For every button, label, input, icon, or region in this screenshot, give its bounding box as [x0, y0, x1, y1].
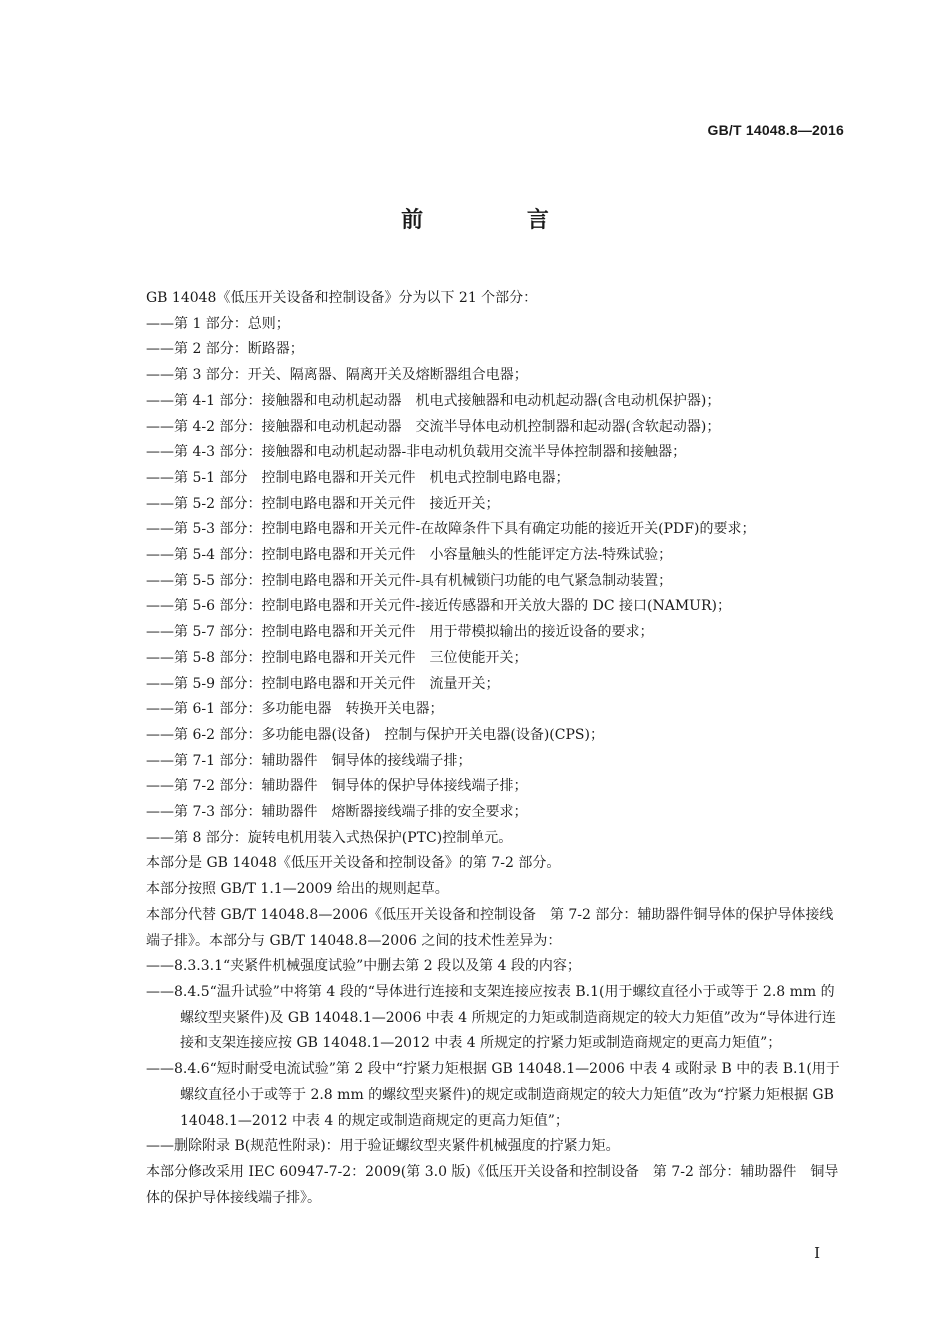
- replacement-paragraph: 本部分代替 GB/T 14048.8—2006《低压开关设备和控制设备 第 7-2 部分：辅助器件铜导体的保护导体接线端子排》。本部分与 GB/T 14048.8—2006 之间的技术性差异为：: [146, 906, 834, 949]
- list-item: ——第 7-1 部分：辅助器件 铜导体的接线端子排；: [146, 752, 472, 769]
- page-title: 前 言: [401, 208, 597, 233]
- list-item: ——第 4-2 部分：接触器和电动机起动器 交流半导体电动机控制器和起动器(含软起动器)；: [146, 418, 721, 435]
- intro-paragraph: GB 14048《低压开关设备和控制设备》分为以下 21 个部分：: [146, 290, 538, 306]
- list-item: ——第 4-1 部分：接触器和电动机起动器 机电式接触器和电动机起动器(含电动机保护器)；: [146, 392, 721, 409]
- list-item: ——第 3 部分：开关、隔离器、隔离开关及熔断器组合电器；: [146, 367, 528, 384]
- standard-code: GB/T 14048.8—2016: [707, 122, 844, 138]
- parts-list: [146, 312, 846, 852]
- drafting-paragraph: 本部分按照 GB/T 1.1—2009 给出的规则起草。: [146, 881, 449, 898]
- page-number: I: [814, 1244, 820, 1262]
- list-item: ——第 5-4 部分：控制电路电器和开关元件 小容量触头的性能评定方法-特殊试验；: [146, 547, 673, 564]
- list-item: ——第 5-7 部分：控制电路电器和开关元件 用于带模拟输出的接近设备的要求；: [146, 624, 654, 641]
- list-item: ——第 6-2 部分：多功能电器(设备) 控制与保护开关电器(设备)(CPS)；: [146, 726, 604, 743]
- list-item: ——第 6-1 部分：多功能电器 转换开关电器；: [146, 701, 444, 718]
- this-part-paragraph: 本部分是 GB 14048《低压开关设备和控制设备》的第 7-2 部分。: [146, 855, 561, 872]
- list-item: ——第 5-5 部分：控制电路电器和开关元件-具有机械锁闩功能的电气紧急制动装置；: [146, 572, 673, 589]
- list-item: ——8.3.3.1“夹紧件机械强度试验”中删去第 2 段以及第 4 段的内容；: [146, 958, 581, 975]
- changes-list: [146, 954, 846, 1160]
- list-item: ——第 5-6 部分：控制电路电器和开关元件-接近传感器和开关放大器的 DC 接口(NAMUR)；: [146, 598, 731, 615]
- list-item: ——第 8 部分：旋转电机用装入式热保护(PTC)控制单元。: [146, 829, 513, 846]
- list-item: ——第 4-3 部分：接触器和电动机起动器-非电动机负载用交流半导体控制器和接触器；: [146, 444, 687, 461]
- list-item: ——第 7-3 部分：辅助器件 熔断器接线端子排的安全要求；: [146, 804, 528, 821]
- iec-paragraph: 本部分修改采用 IEC 60947-7-2：2009(第 3.0 版)《低压开关设备和控制设备 第 7-2 部分：辅助器件 铜导体的保护导体接线端子排》。: [146, 1163, 839, 1206]
- list-item: ——第 5-3 部分：控制电路电器和开关元件-在故障条件下具有确定功能的接近开关(PDF)的要求；: [146, 521, 756, 538]
- list-item: ——删除附录 B(规范性附录)：用于验证螺纹型夹紧件机械强度的拧紧力矩。: [146, 1138, 620, 1155]
- list-item: ——第 5-9 部分：控制电路电器和开关元件 流量开关；: [146, 675, 500, 692]
- list-item: ——8.4.5“温升试验”中将第 4 段的“导体进行连接和支架连接应按表 B.1(用于螺纹直径小于或等于 2.8 mm 的螺纹型夹紧件)及 GB 14048.1—2006 中表 4 所规定的力矩或制造商规定的较大力矩值”改为“导体进行连接和支架连接应按 GB 14048.1—2012 中表 4 所规定的拧紧力矩或制造商规定的更高力矩值”；: [146, 983, 836, 1052]
- list-item: ——8.4.6“短时耐受电流试验”第 2 段中“拧紧力矩根据 GB 14048.1—2006 中表 4 或附录 B 中的表 B.1(用于螺纹直径小于或等于 2.8 mm 的螺纹型夹紧件)的规定或制造商规定的较大力矩值”改为“拧紧力矩根据 GB 14048.1—2012 中表 4 的规定或制造商规定的更高力矩值”；: [146, 1061, 840, 1129]
- list-item: ——第 1 部分：总则；: [146, 315, 290, 332]
- list-item: ——第 5-2 部分：控制电路电器和开关元件 接近开关；: [146, 495, 500, 512]
- list-item: ——第 5-8 部分：控制电路电器和开关元件 三位使能开关；: [146, 649, 528, 666]
- list-item: ——第 2 部分：断路器；: [146, 341, 304, 358]
- foreword-body: [146, 286, 846, 1211]
- list-item: ——第 5-1 部分 控制电路电器和开关元件 机电式控制电路电器；: [146, 469, 570, 486]
- list-item: ——第 7-2 部分：辅助器件 铜导体的保护导体接线端子排；: [146, 778, 528, 795]
